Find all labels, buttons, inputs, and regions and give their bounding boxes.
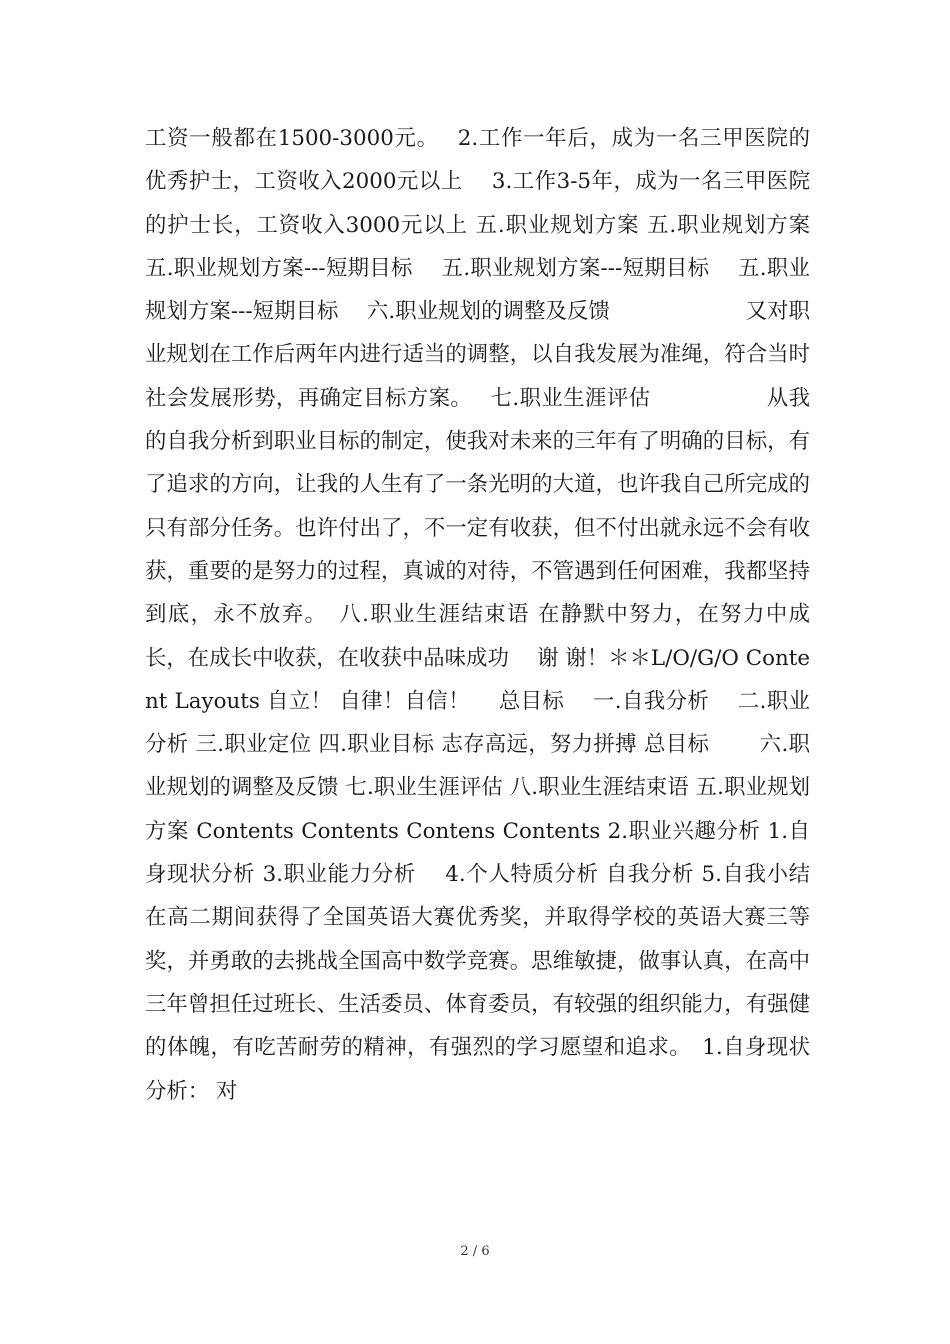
body-paragraph: 工资一般都在1500-3000元。 2.工作一年后，成为一名三甲医院的优秀护士，工资收入2000元以上 3.工作3-5年，成为一名三甲医院的护士长，工资收入3000元以上 五.职业规划方案 五.职业规划方案 五.职业规划方案---短期目标 五.职业规划方案---短期目标 五.职业规划方案---短期目标 六.职业规划的调整及反馈 又对职业规划在工作后两年内进行适当的调整，以自我发展为准绳，符合当时社会发展形势，再确定目标方案。 七.职业生涯评估 从我的自我分析到职业目标的制定，使我对未来的三年有了明确的目标，有了追求的方向，让我的人生有了一条光明的大道，也许我自己所完成的只有部分任务。也许付出了，不一定有收获，但不付出就永远不会有收获，重要的是努力的过程，真诚的对待，不管遇到任何困难，我都坚持到底，永不放弃。 八.职业生涯结束语 在静默中努力，在努力中成长，在成长中收获，在收获中品味成功 谢 谢！＊＊L/O/G/O Content Layouts 自立！ 自律！自信！ 总目标 一.自我分析 二.职业分析 三.职业定位 四.职业目标 志存高远，努力拼搏 总目标 六.职业规划的调整及反馈 七.职业生涯评估 八.职业生涯结束语 五.职业规划方案 Contents Contents Contens Contents 2.职业兴趣分析 1.自身现状分析 3.职业能力分析 4.个人特质分析 自我分析 5.自我小结 在高二期间获得了全国英语大赛优秀奖，并取得学校的英语大赛三等奖，并勇敢的去挑战全国高中数学竞赛。思维敏捷，做事认真，在高中三年曾担任过班长、生活委员、体育委员，有较强的组织能力，有强健的体魄，有吃苦耐劳的精神，有强烈的学习愿望和追求。 1.自身现状分析： 对 (145, 126, 817, 1104)
page-number: 2 / 6 (460, 1244, 490, 1259)
